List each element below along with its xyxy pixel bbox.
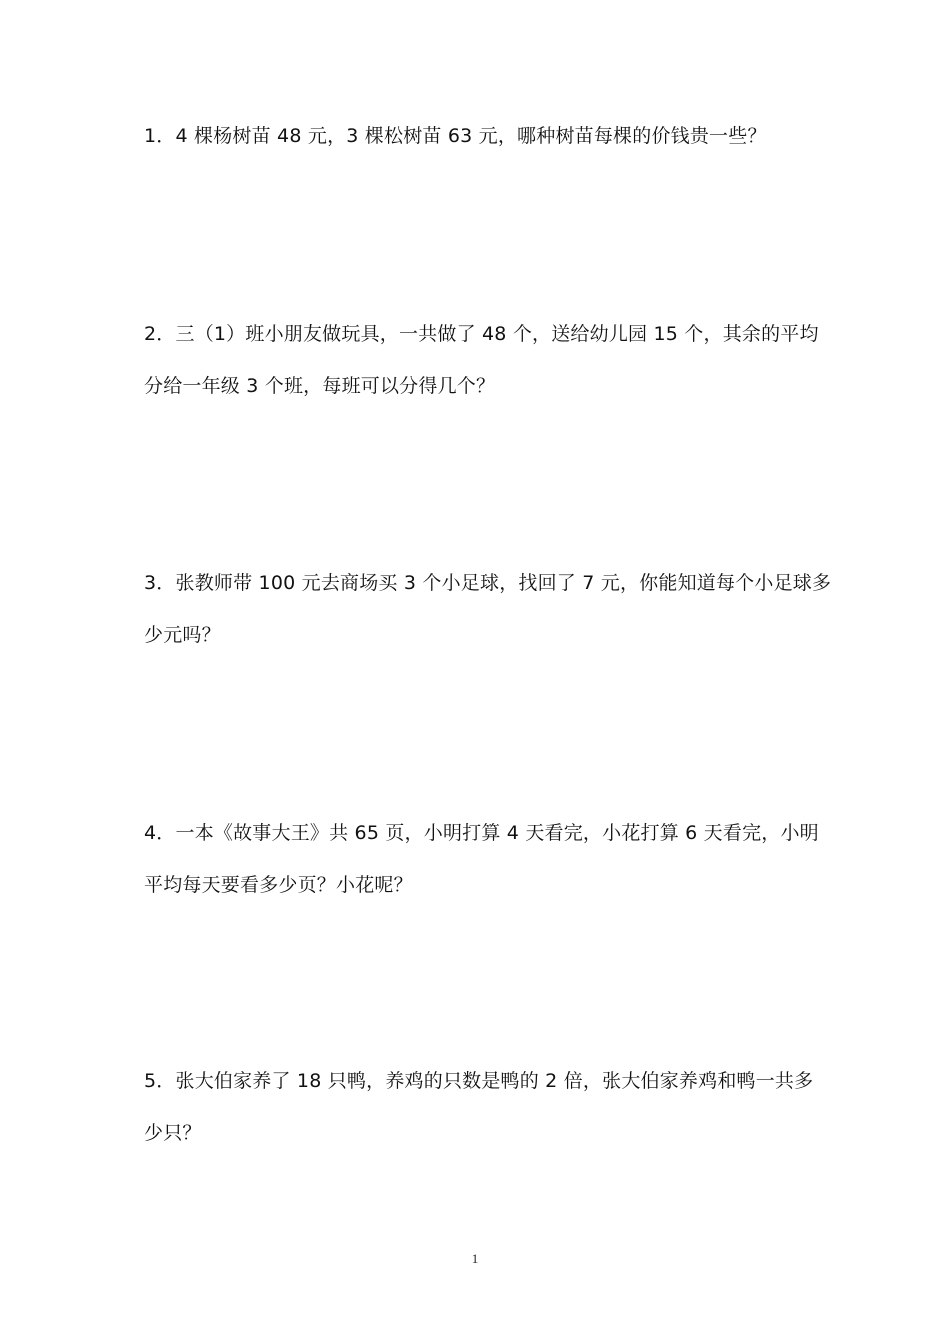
question-4-line-1: 4．一本《故事大王》共 65 页，小明打算 4 天看完，小花打算 6 天看完，小明 — [144, 822, 819, 844]
question-2-line-2: 分给一年级 3 个班，每班可以分得几个？ — [144, 375, 496, 397]
question-4 — [144, 807, 819, 911]
question-5-line-1: 5．张大伯家养了 18 只鸭，养鸡的只数是鸭的 2 倍，张大伯家养鸡和鸭一共多 — [144, 1070, 814, 1092]
question-2 — [144, 308, 819, 412]
question-1 — [144, 110, 814, 162]
question-5-line-2: 少只？ — [144, 1122, 202, 1144]
page-number: 1 — [471, 1251, 479, 1266]
question-1-line-1: 1．4 棵杨树苗 48 元，3 棵松树苗 63 元，哪种树苗每棵的价钱贵一些？ — [144, 125, 767, 147]
question-4-line-2: 平均每天要看多少页？小花呢？ — [144, 874, 413, 896]
question-3 — [144, 557, 832, 661]
question-3-line-1: 3．张教师带 100 元去商场买 3 个小足球，找回了 7 元，你能知道每个小足球多 — [144, 572, 832, 594]
question-3-line-2: 少元吗？ — [144, 624, 221, 646]
question-5 — [144, 1055, 814, 1159]
question-2-line-1: 2．三（1）班小朋友做玩具，一共做了 48 个，送给幼儿园 15 个，其余的平均 — [144, 323, 819, 345]
